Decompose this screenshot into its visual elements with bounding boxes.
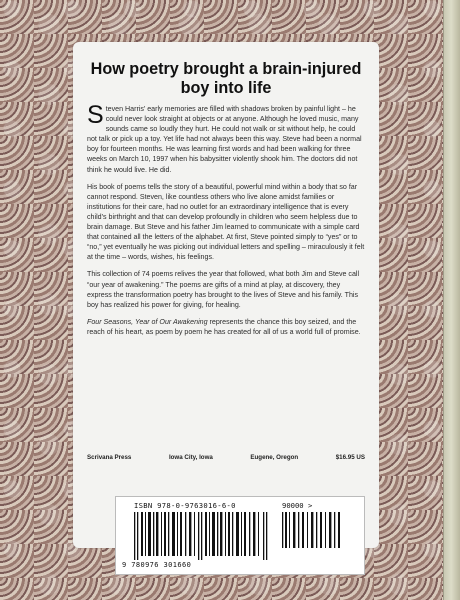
publisher-city-1: Iowa City, Iowa — [168, 454, 213, 461]
price: $16.95 US — [335, 454, 365, 461]
publisher-city-2: Eugene, Oregon — [250, 454, 299, 461]
isbn-label: ISBN 978-0-9763016-6-0 — [134, 501, 236, 510]
paragraph-4-text: represents the chance this boy seized, and the reach of his heart, as poem by poem he has created for all of us a world full of promise. — [87, 317, 361, 336]
paragraph-3: This collection of 74 poems relives the year that followed, what both Jim and Steve call “our year of awakening.” The poems are gifts of a mind at play, at discovery, they express the transformation poetry has brought to the lives of Steve and his family. This boy has realized his power for giving, for healing. — [87, 270, 360, 309]
paragraph-2: His book of poems tells the story of a beautiful, powerful mind within a body that so far cannot respond. Steven, like countless others who live alone amidst families or institutions for their care, had no outlet for an extraordinary intelligence that is every child’s birthright and that can develop profoundly in children who seem helpless due to brain damage. But Steve and his father Jim learned to communicate with a simple card that contained all the letters of the alphabet. At first, Steve pointed simply to “yes” or to “no,” yet eventually he was picking out individual letters and spelling – miraculously it felt at the time – words, wishes, his feelings. — [87, 182, 365, 262]
drop-cap: S — [87, 101, 104, 129]
publisher-name: Scrivana Press — [87, 454, 132, 461]
headline: How poetry brought a brain-injured boy into life — [90, 60, 362, 97]
price-code: 90000 > — [282, 501, 313, 510]
barcode-box — [115, 496, 365, 575]
paragraph-1 — [87, 101, 365, 175]
paragraph-4 — [87, 317, 365, 337]
ean-barcode — [132, 512, 272, 560]
book-edge — [443, 0, 460, 600]
paragraph-1-text: teven Harris’ early memories are filled with shadows broken by painful light – he could never look straight at objects or at anyone. Although he loved music, many sounds came so loudly they hurt. He could not walk or sit without help, he could not talk or pick up a toy. Yet life had not always been this way. Steve had been a normal boy for fourteen months. He was learning first words and had been walking for three weeks on March 10, 1997 when his babysitter violently shook him. The doctors did not think he would live. He did. — [87, 105, 362, 174]
back-cover-panel — [73, 42, 379, 548]
addon-barcode — [280, 512, 342, 548]
ean-digits: 9 780976 301660 — [122, 561, 192, 569]
book-title-inline: Four Seasons, Year of Our Awakening — [87, 317, 208, 326]
publisher-imprint — [87, 454, 365, 461]
